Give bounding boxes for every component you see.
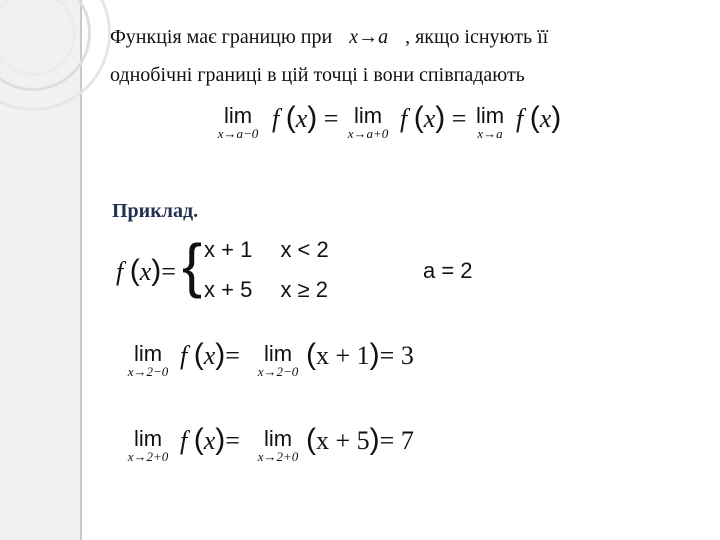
piecewise-lhs: f (x)= [116, 254, 176, 287]
point-a: a = 2 [423, 258, 473, 283]
limit-right: lim x→2+0 [127, 426, 169, 464]
limit-right: lim x→a+0 [347, 103, 389, 141]
example-title: Приклад. [112, 200, 199, 222]
limit-expression: (x + 5)= 7 [306, 423, 414, 456]
definition-variable: x→a [349, 26, 389, 48]
function-expression: f (x) [516, 101, 562, 134]
limit-left: lim x→2−0 [257, 341, 299, 379]
function-expression: f (x)= [180, 338, 240, 371]
function-expression: f (x) = [272, 101, 339, 134]
limit-expression: (x + 1)= 3 [306, 338, 414, 371]
brace-icon: { [182, 232, 203, 299]
definition-line-1 [110, 26, 548, 49]
definition-line-2: однобічні границі в цій точці і вони співпадають [110, 64, 525, 86]
case-1: x + 1 x < 2 [204, 237, 329, 262]
function-expression: f (x) = [400, 101, 467, 134]
function-expression: f (x)= [180, 423, 240, 456]
limit-left: lim x→2−0 [127, 341, 169, 379]
definition-text-b: , якщо існують її [405, 26, 549, 48]
limit-left: lim x→a−0 [217, 103, 259, 141]
limit-two-sided: lim x→a [475, 103, 505, 141]
definition-text-a: Функція має границю при [110, 26, 333, 48]
case-2: x + 5 x ≥ 2 [204, 277, 328, 302]
limit-right: lim x→2+0 [257, 426, 299, 464]
